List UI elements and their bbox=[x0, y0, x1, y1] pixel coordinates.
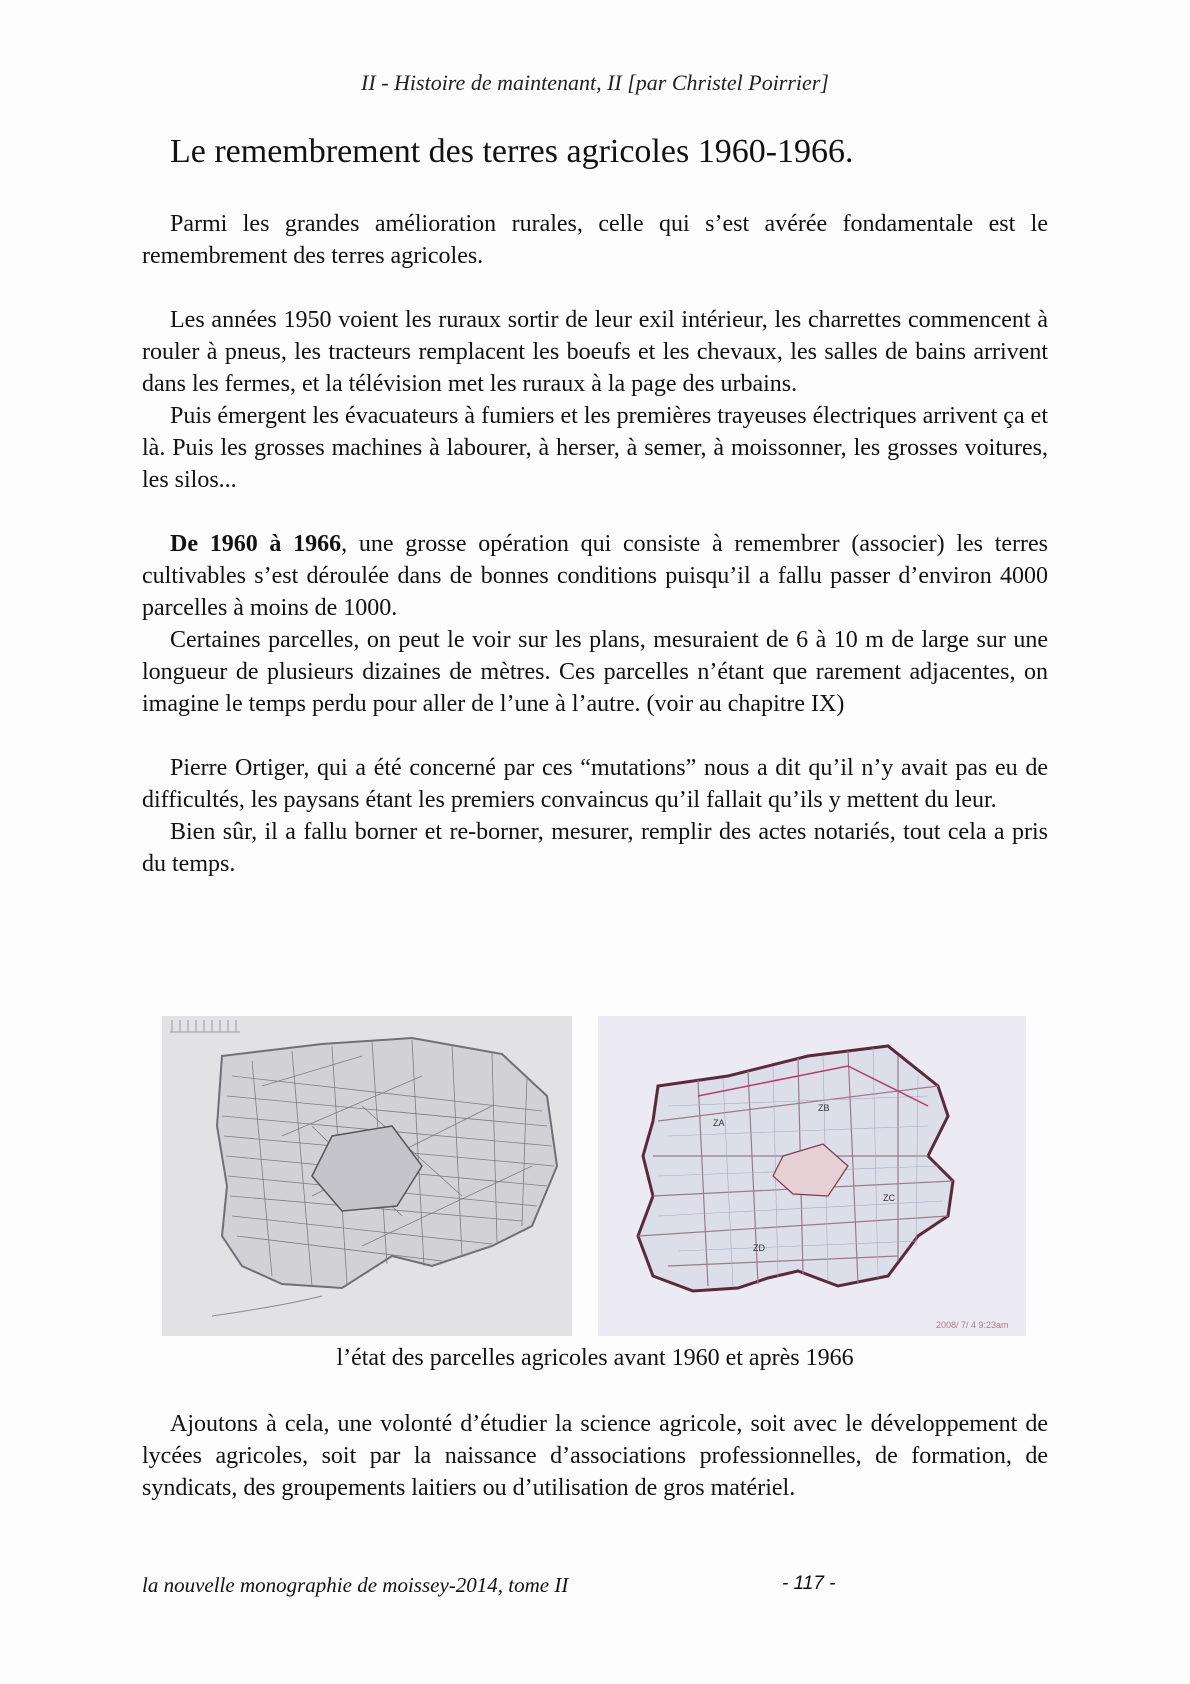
paragraph: Pierre Ortiger, qui a été concerné par ces “mutations” nous a dit qu’il n’y avait pas eu de difficultés, les paysans étant les premiers convaincus qu’il fallait qu’ils y mettent du leur. bbox=[142, 755, 1048, 813]
paragraph: Bien sûr, il a fallu borner et re-borner, mesurer, remplir des actes notariés, tout cela a pris du temps. bbox=[142, 819, 1048, 877]
paragraph: Puis émergent les évacuateurs à fumiers et les premières trayeuses électriques arrivent ça et là. Puis les grosses machines à labourer, à herser, à semer, à moissonner, les grosses voitures, les silos... bbox=[142, 403, 1048, 493]
paragraph: Ajoutons à cela, une volonté d’étudier la science agricole, soit avec le développement de lycées agricoles, soit par la naissance d’associations professionnelles, de formation, de syndicats, des groupements laitiers ou d’utilisation de gros matériel. bbox=[142, 1411, 1048, 1501]
cadastral-map-before-1960-icon bbox=[162, 1016, 572, 1336]
article-body bbox=[142, 208, 1048, 880]
section-label: ZA bbox=[713, 1118, 725, 1128]
article-title: Le remembrement des terres agricoles 1960-1966. bbox=[170, 133, 854, 170]
figure-pair bbox=[162, 1016, 1026, 1336]
article-body-closing bbox=[142, 1408, 1048, 1504]
page-number: - 117 - bbox=[782, 1573, 836, 1594]
footer-book-title: la nouvelle monographie de moissey-2014, tome II bbox=[142, 1573, 569, 1597]
paragraph bbox=[142, 528, 1048, 624]
paragraph: Certaines parcelles, on peut le voir sur les plans, mesuraient de 6 à 10 m de large sur une longueur de plusieurs dizaines de mètres. Ces parcelles n’étant que rarement adjacentes, on imagine le temps perdu pour aller de l’une à l’autre. (voir au chapitre IX) bbox=[142, 627, 1048, 717]
paragraph-continuation: , une grosse opération qui consiste à remembrer (associer) les terres cultivables s’est déroulée dans de bonnes conditions puisqu’il a fallu passer d’environ 4000 parcelles à moins de 1000. bbox=[142, 531, 1048, 621]
paragraph: Parmi les grandes amélioration rurales, celle qui s’est avérée fondamentale est le remembrement des terres agricoles. bbox=[142, 211, 1048, 269]
figure-caption: l’état des parcelles agricoles avant 1960 et après 1966 bbox=[336, 1345, 854, 1371]
cadastral-map-after-1966-icon bbox=[598, 1016, 1026, 1336]
paragraph: Les années 1950 voient les ruraux sortir de leur exil intérieur, les charrettes commencent à rouler à pneus, les tracteurs remplacent les boeufs et les chevaux, les salles de bains arrivent dans les fermes, et la télévision met les ruraux à la page des urbains. bbox=[142, 307, 1048, 397]
section-label: ZD bbox=[753, 1243, 765, 1253]
bold-date-range: De 1960 à 1966 bbox=[170, 531, 342, 557]
section-label: ZC bbox=[883, 1193, 895, 1203]
section-label: ZB bbox=[818, 1103, 830, 1113]
running-header: II - Histoire de maintenant, II [par Christel Poirrier] bbox=[361, 70, 829, 95]
photo-timestamp: 2008/ 7/ 4 9:23am bbox=[936, 1320, 1009, 1330]
